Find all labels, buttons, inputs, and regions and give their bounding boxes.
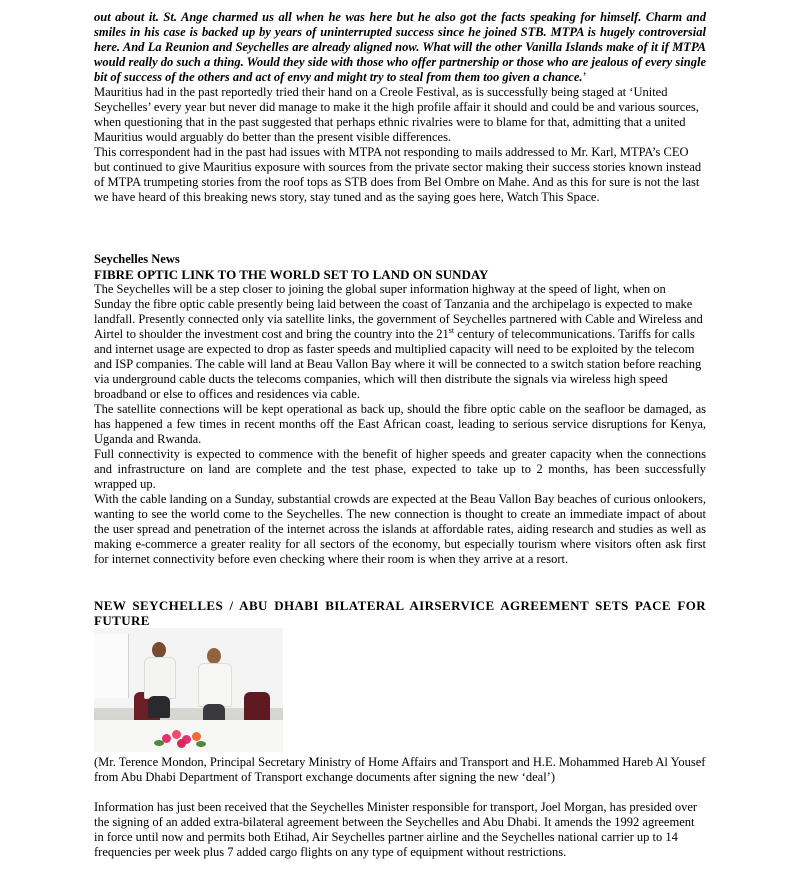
- intro-quote-end: ’: [582, 70, 587, 84]
- fibre-p1-text: The Seychelles will be a step closer to joining the global super information highway at the speed of light, when on Sunday the fibre optic cable presently being laid between the coast of Tanzania and the archipelago is expected to make landfall. Presently connected only via satellite links, the government of Seychelles partnered with Cable and Wireless and Airtel to shoulder the investment cost and bring the country into the 21: [94, 282, 703, 341]
- spacer: [94, 785, 706, 800]
- intro-quote: [94, 10, 706, 85]
- air-headline: NEW SEYCHELLES / ABU DHABI BILATERAL AIRSERVICE AGREEMENT SETS PACE FOR FUTURE: [94, 598, 706, 628]
- air-paragraph-1: Information has just been received that the Seychelles Minister responsible for transport, Joel Morgan, has presided over the signing of an added extra-bilateral agreement between the Seychelles and Abu Dhabi. It amends the 1992 agreement in force until now and permits both Etihad, Air Seychelles partner airline and the Seychelles national carrier up to 14 frequencies per week plus 7 added cargo flights on any type of equipment without restrictions.: [94, 800, 698, 859]
- fibre-paragraph-2: The satellite connections will be kept operational as back up, should the fibre optic cable on the seafloor be damaged, as has happened a few times in recent months off the East African coast, leading to serious service disruptions for Kenya, Uganda and Rwanda.: [94, 402, 706, 446]
- article-continuation: [94, 10, 706, 205]
- fibre-paragraph-1: [94, 282, 706, 402]
- signing-ceremony-photo: [94, 628, 283, 752]
- ordinal-suffix: st: [448, 325, 455, 335]
- fibre-headline: FIBRE OPTIC LINK TO THE WORLD SET TO LAND ON SUNDAY: [94, 267, 489, 282]
- intro-quote-text: out about it. St. Ange charmed us all when he was here but he also got the facts speaking for himself. Charm and smiles in his case is backed up by years of uninterrupted success since he joined STB. MTPA is hugely controversial here. And La Reunion and Seychelles are already aligned now. What will the other Vanilla Islands make of it if MTPA would really do such a thing. Would they side with those who offer partnership or those who are jealous of every single bit of success of the others and act of envy and might try to steal from them too given a chance.: [94, 10, 706, 84]
- fibre-article: [94, 252, 706, 567]
- air-article: [94, 755, 706, 860]
- air-headline-block: [94, 598, 706, 628]
- paragraph-mauritius: Mauritius had in the past reportedly tried their hand on a Creole Festival, as is successfully being staged at ‘United Seychelles’ every year but never did manage to make it the high profile affair it should and could be and various sources, when questioning that in the past suggested that perhaps ethnic rivalries were to blame for that, admitting that a united Mauritius would arguably do better than the present visible differences.: [94, 85, 699, 144]
- section-label: Seychelles News: [94, 252, 180, 266]
- fibre-paragraph-4: With the cable landing on a Sunday, substantial crowds are expected at the Beau Vallon Bay beaches of curious onlookers, wanting to see the world come to the Seychelles. The new connection is thought to create an immediate impact of about the user spread and penetration of the internet across the islands at affordable rates, aiding research and studies as well as making e-commerce a greater reality for all sectors of the economy, but especially tourism where visitors often ask first for internet connectivity before even checking where their room is when they arrive at a resort.: [94, 492, 706, 566]
- photo-caption: (Mr. Terence Mondon, Principal Secretary Ministry of Home Affairs and Transport and H.E. Mohammed Hareb Al Yousef from Abu Dhabi Department of Transport exchange documents after signing the new ‘deal’): [94, 755, 706, 784]
- paragraph-correspondent: This correspondent had in the past had issues with MTPA not responding to mails addressed to Mr. Karl, MTPA’s CEO but continued to give Mauritius exposure with sources from the private sector making their success stories known instead of MTPA trumpeting stories from the roof tops as STB does from Bel Ombre on Mahe. And as this for sure is not the last we have heard of this breaking news story, stay tuned and as the saying goes here, Watch This Space.: [94, 145, 702, 204]
- fibre-p1-text-cont: century of telecommunications. Tariffs for calls and internet usage are expected to drop as faster speeds and multiplied capacity will need to be exploited by the telecom and ISP companies. The cable will land at Beau Vallon Bay where it will be connected to a switch station before reaching via underground cable ducts the telecoms companies, which will then distribute the signals via wireless high speed broadband or else to offices and residences via cable.: [94, 327, 702, 401]
- fibre-paragraph-3: Full connectivity is expected to commence with the benefit of higher speeds and greater capacity when the connections and infrastructure on land are complete and the test phase, expected to take up to 2 months, has been successfully wrapped up.: [94, 447, 706, 491]
